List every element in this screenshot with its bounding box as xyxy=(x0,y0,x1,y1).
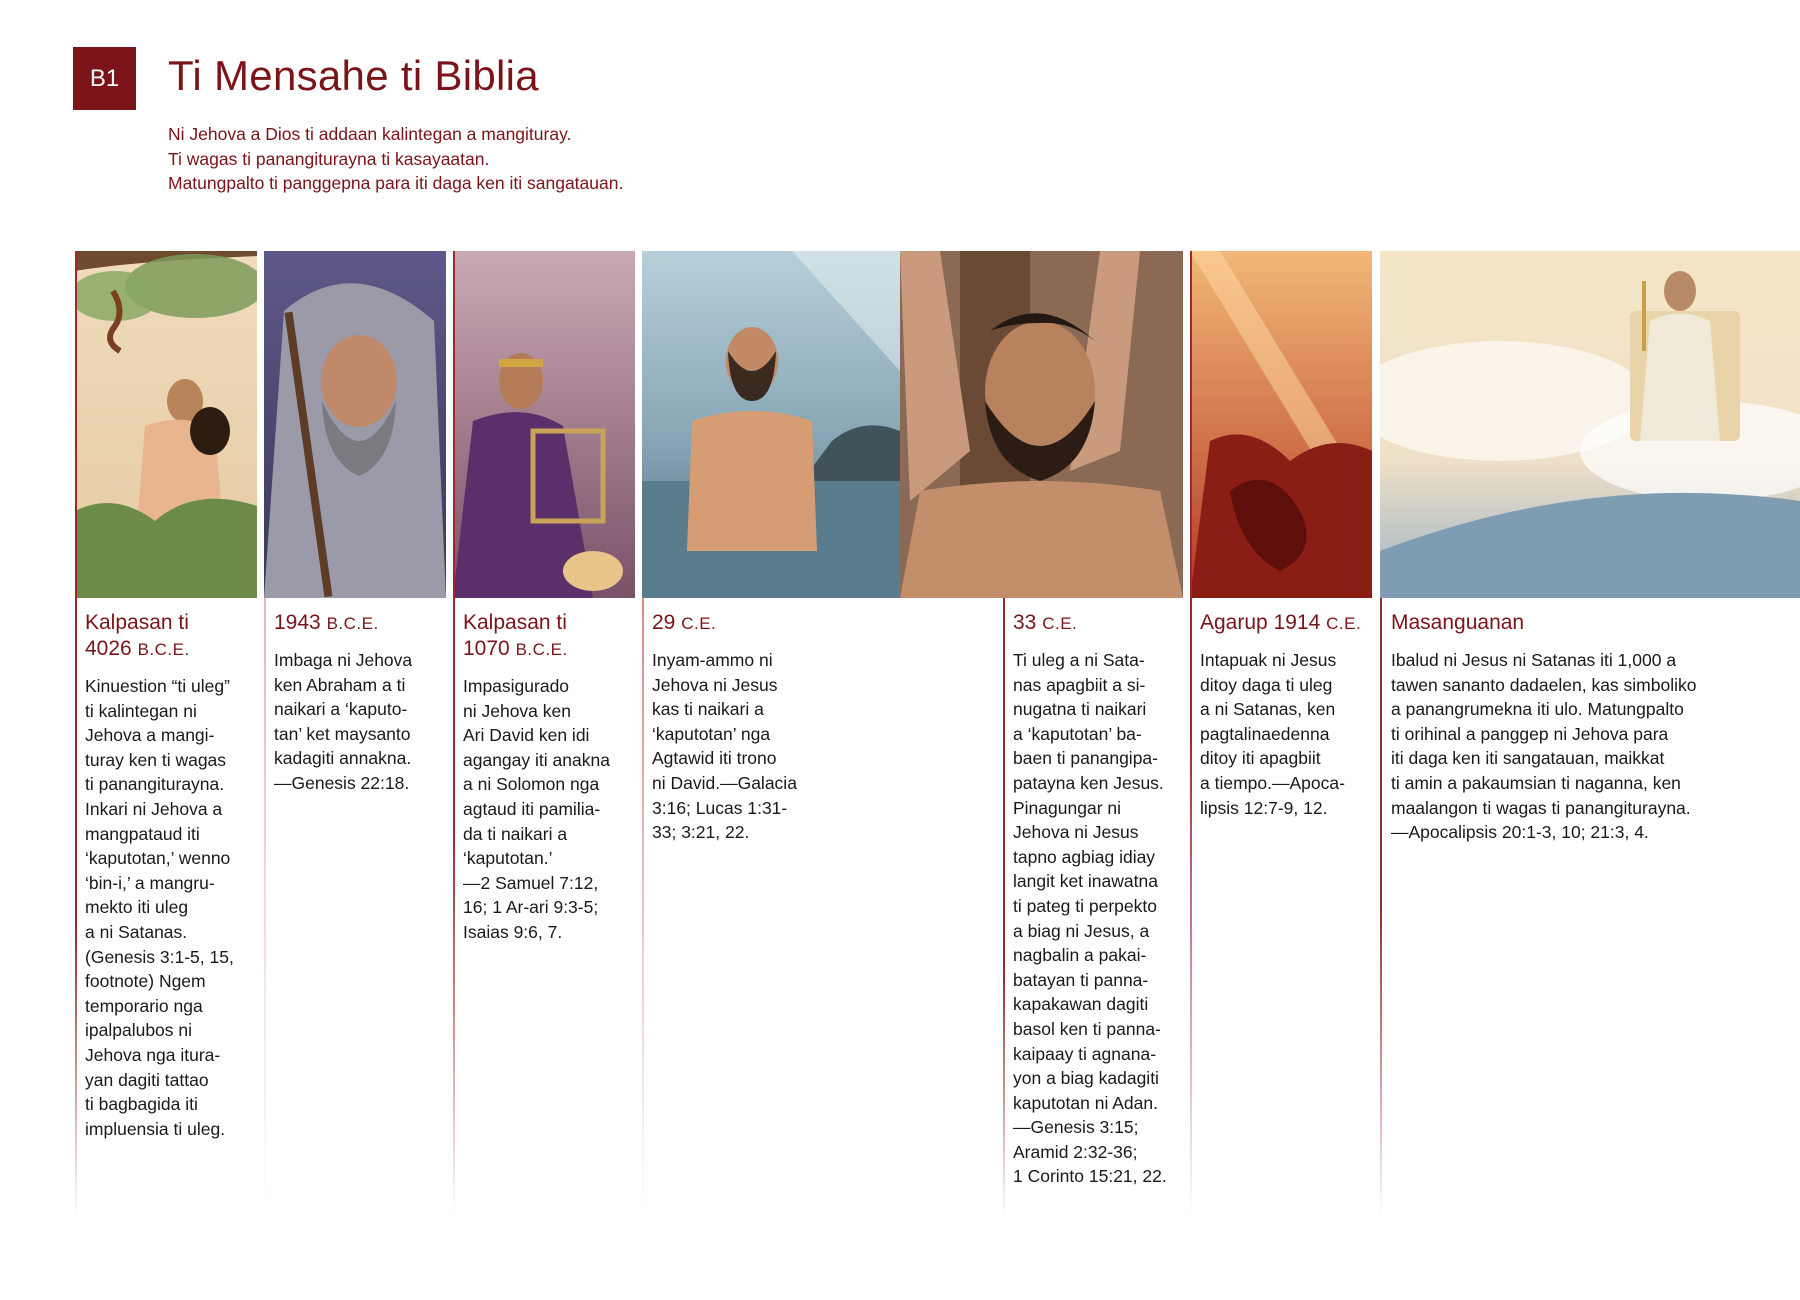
intro-line: Matungpalto ti panggepna para iti daga ken iti sangatauan. xyxy=(168,173,624,193)
timeline-entry-1070-bce xyxy=(463,610,633,945)
timeline-image-strip xyxy=(0,251,1800,598)
timeline-entry-33-ce xyxy=(1013,610,1188,1189)
intro-line: Ti wagas ti panangiturayna ti kasayaatan. xyxy=(168,148,490,169)
entry-date: 1943 B.C.E. xyxy=(274,611,379,634)
intro-line: Ni Jehova a Dios ti addaan kalintegan a mangituray. xyxy=(168,124,572,144)
jesus-enthroned-over-earth-illustration xyxy=(1380,251,1800,598)
entry-text: Ti uleg a ni Sata- nas apagbiit a si- nugatna ti naikari a ‘kaputotan’ ba- baen ti panangipa- patayna ken Jesus. Pinagungar ni Jehova ni Jesus tapno agbiag idiay langit ket inawatna ti pateg ti perpekto a biag ni Jesus, a nagbalin a pakai- batayan ti panna- kapakawan dagiti basol ken ti panna- kaipaay ti agnana- yon a biag kadagiti kaputotan ni Adan. —Genesis 3:15; Aramid 2:32-36; 1 Corinto 15:21, 22. xyxy=(1013,650,1167,1187)
section-badge xyxy=(73,47,136,110)
entry-date: Masanguanan xyxy=(1391,611,1525,634)
timeline-divider xyxy=(453,251,455,1218)
jesus-on-stake-illustration xyxy=(900,251,1183,598)
timeline-divider xyxy=(264,598,266,1218)
king-david-harp-illustration xyxy=(453,251,635,598)
entry-date: Agarup 1914 C.E. xyxy=(1200,611,1362,634)
timeline-entry-future xyxy=(1391,610,1791,845)
entry-date: Kalpasan ti 4026 B.C.E. xyxy=(85,611,190,660)
timeline-divider xyxy=(1380,598,1382,1218)
entry-text: Intapuak ni Jesus ditoy daga ti uleg a ni Satanas, ken pagtalinaedenna ditoy iti apagbiit a tiempo.—Apoca- lipsis 12:7-9, 12. xyxy=(1200,650,1345,818)
entry-text: Inyam-ammo ni Jehova ni Jesus kas ti naikari a ‘kaputotan’ nga Agtawid iti trono ni David.—Galacia 3:16; Lucas 1:31- 33; 3:21, 22. xyxy=(652,650,797,843)
entry-date: 33 C.E. xyxy=(1013,611,1078,634)
badge-label: B1 xyxy=(89,64,120,92)
abraham-illustration xyxy=(264,251,446,598)
timeline-divider xyxy=(75,251,77,1218)
intro-text xyxy=(168,122,623,196)
jesus-baptism-illustration xyxy=(642,251,900,598)
entry-text: Imbaga ni Jehova ken Abraham a ti naikari a ‘kaputo- tan’ ket maysanto kadagiti annakna. —Genesis 22:18. xyxy=(274,650,413,793)
entry-text: Kinuestion “ti uleg” ti kalintegan ni Jehova a mangi- turay ken ti wagas ti panangiturayna. Inkari ni Jehova a mangpataud iti ‘kaputotan,’ wenno ‘bin-i,’ a mangru- mekto iti uleg a ni Satanas. (Genesis 3:1-5, 15, footnote) Ngem temporario nga ipalpalubos ni Jehova nga itura- yan dagiti tattao ti bagbagida iti impluensia ti uleg. xyxy=(85,676,234,1139)
entry-date: Kalpasan ti 1070 B.C.E. xyxy=(463,611,568,660)
entry-text: Ibalud ni Jesus ni Satanas iti 1,000 a tawen sananto dadaelen, kas simboliko a panangrumekna iti ulo. Matungpalto ti orihinal a panggep ni Jehova para iti daga ken iti sangatauan, maikkat ti amin a pakaumsian ti naganna, ken maalangon ti wagas ti panangiturayna. —Apocalipsis 20:1-3, 10; 21:3, 4. xyxy=(1391,650,1697,843)
entry-date: 29 C.E. xyxy=(652,611,717,634)
timeline-entry-1943-bce xyxy=(274,610,444,796)
timeline-divider xyxy=(642,598,644,1218)
timeline-entry-1914-ce xyxy=(1200,610,1375,820)
timeline-divider xyxy=(1003,598,1005,1218)
satan-cast-down-illustration xyxy=(1190,251,1372,598)
serpent-adam-eve-illustration xyxy=(75,251,257,598)
timeline-divider xyxy=(1190,251,1192,1218)
timeline-entry-29-ce xyxy=(652,610,852,845)
page-title: Ti Mensahe ti Biblia xyxy=(168,52,539,99)
entry-text: Impasigurado ni Jehova ken Ari David ken idi agangay iti anakna a ni Solomon nga agtaud iti pamilia- da ti naikari a ‘kaputotan.’ —2 Samuel 7:12, 16; 1 Ar-ari 9:3-5; Isaias 9:6, 7. xyxy=(463,676,610,942)
timeline-entry-4026-bce xyxy=(85,610,255,1141)
